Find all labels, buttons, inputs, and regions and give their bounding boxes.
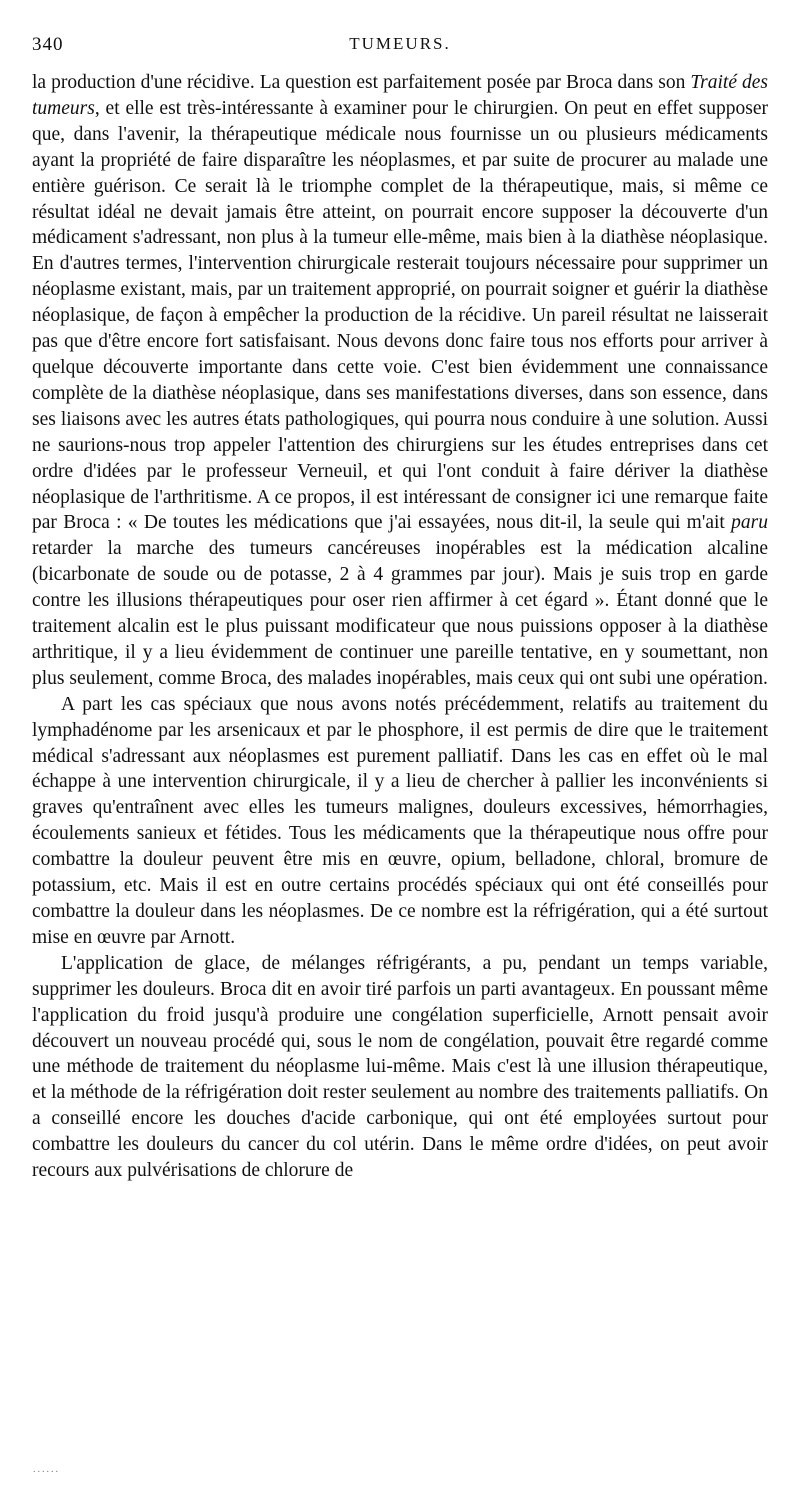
paragraph-1-text-c: retarder la marche des tumeurs cancéreuses inopérables est la médication alcaline (bicarbonate de soude ou de potasse, 2 à 4 grammes par jour). Mais je suis trop en garde contre les illusions thérapeutiques pour oser rien affirmer à cet égard ». Étant donné que le traitement alcalin est le plus puissant modificateur que nous puissions opposer à la diathèse arthritique, il y a lieu évidemment de continuer une pareille tentative, en y soumettant, non plus seulement, comme Broca, des malades inopérables, mais ceux qui ont subi une opération.	[32, 538, 768, 689]
running-title: TUMEURS.	[349, 34, 451, 53]
paragraph-3: L'application de glace, de mélanges réfrigérants, a pu, pendant un temps variable, supprimer les douleurs. Broca dit en avoir tiré parfois un parti avantageux. En poussant même l'application du froid jusqu'à produire une congélation superficielle, Arnott pensait avoir découvert un nouveau procédé qui, sous le nom de congélation, pouvait être regardé comme une méthode de traitement du néoplasme lui-même. Mais c'est là une illusion thérapeutique, et la méthode de la réfrigération doit rester seulement au nombre des traitements palliatifs. On a conseillé encore les douches d'acide carbonique, qui ont été employées surtout pour combattre les douleurs du cancer du col utérin. Dans le même ordre d'idées, on peut avoir recours aux pulvérisations de chlorure de	[32, 952, 768, 1182]
page-header	[32, 34, 768, 68]
paragraph-1-italic-word: paru	[731, 512, 768, 534]
paragraph-1	[32, 70, 768, 692]
book-page	[32, 0, 768, 1184]
paragraph-1-text-b: , et elle est très-intéressante à examiner pour le chirurgien. On peut en effet supposer que, dans l'avenir, la thérapeutique médicale nous fournisse un ou plusieurs médicaments ayant la propriété de faire disparaître les néoplasmes, et par suite de procurer au malade une entière guérison. Ce serait là le triomphe complet de la thérapeutique, mais, si même ce résultat idéal ne devait jamais être atteint, on pourrait encore supposer la découverte d'un médicament s'adressant, non plus à la tumeur elle-même, mais bien à la diathèse néoplasique. En d'autres termes, l'intervention chirurgicale resterait toujours nécessaire pour supprimer un néoplasme existant, mais, par un traitement approprié, on pourrait soigner et guérir la diathèse néoplasique, de façon à empêcher la production de la récidive. Un pareil résultat ne laisserait pas que d'être encore fort satisfaisant. Nous devons donc faire tous nos efforts pour arriver à quelque découverte importante dans cette voie. C'est bien évidemment une connaissance complète de la diathèse néoplasique, dans ses manifestations diverses, dans son essence, dans ses liaisons avec les autres états pathologiques, qui pourra nous conduire à une solution. Aussi ne saurions-nous trop appeler l'attention des chirurgiens sur les études entreprises dans cet ordre d'idées par le professeur Verneuil, et qui l'ont conduit à faire dériver la diathèse néoplasique de l'arthritisme. A ce propos, il est intéressant de consigner ici une remarque faite par Broca : « De toutes les médications que j'ai essayées, nous dit-il, la seule qui m'ait	[32, 97, 768, 534]
paragraph-2: A part les cas spéciaux que nous avons notés précédemment, relatifs au traitement du lymphadénome par les arsenicaux et par le phosphore, il est permis de dire que le traitement médical s'adressant aux néoplasmes est purement palliatif. Dans les cas en effet où le mal échappe à une intervention chirurgicale, il y a lieu de chercher à pallier les inconvénients si graves qu'entraînent avec elles les tumeurs malignes, douleurs excessives, hémorrhagies, écoulements sanieux et fétides. Tous les médicaments que la thérapeutique nous offre pour combattre la douleur peuvent être mis en œuvre, opium, belladone, chloral, bromure de potassium, etc. Mais il est en outre certains procédés spéciaux qui ont été conseillés pour combattre la douleur dans les néoplasmes. De ce nombre est la réfrigération, qui a été surtout mise en œuvre par Arnott.	[32, 693, 768, 948]
paragraph-1-italic-title: Traité des tumeurs	[32, 72, 768, 119]
body-text	[32, 70, 768, 1184]
footer-mark: ......	[33, 1464, 60, 1475]
page-number: 340	[32, 34, 64, 55]
paragraph-1-text-a: la production d'une récidive. La question est parfaitement posée par Broca dans son	[32, 72, 691, 93]
